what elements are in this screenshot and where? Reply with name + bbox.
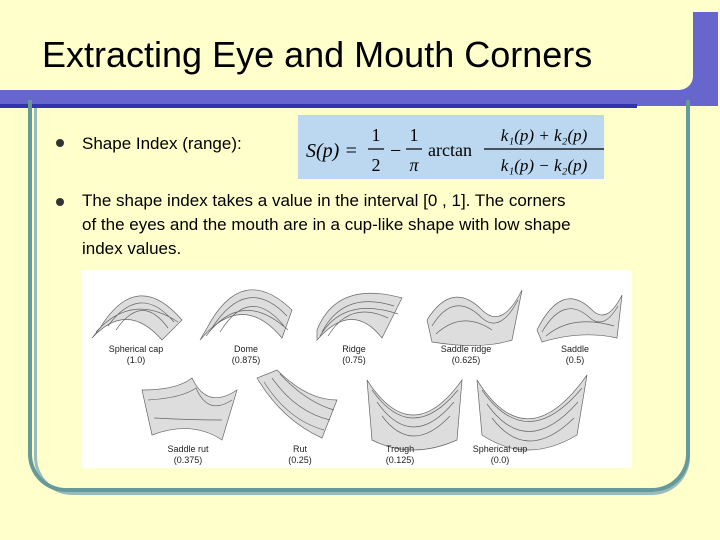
formula-half-den: 2 [371, 155, 381, 175]
surface-illustrations [82, 270, 632, 468]
surface-saddle-ridge [427, 290, 522, 346]
slide-title: Extracting Eye and Mouth Corners [42, 34, 593, 75]
shape-label: Rut (0.25) [288, 444, 312, 465]
surface-trough [367, 380, 462, 450]
shape-label: Dome (0.875) [231, 344, 261, 365]
description-line: index values. [82, 239, 182, 258]
bullet-dot [56, 139, 64, 147]
bullet-shape-index: Shape Index (range): [82, 134, 242, 153]
bullet-dot [56, 198, 64, 206]
surface-saddle [537, 295, 622, 342]
formula-denominator: k₁(p) − k₂(p) [500, 156, 588, 175]
shape-label: Spherical cup (0.0) [472, 444, 528, 465]
shape-label: Ridge (0.75) [342, 344, 366, 365]
shape-label: Trough (0.125) [385, 444, 415, 465]
surface-spherical-cup [477, 375, 587, 450]
formula-pi-den: π [409, 155, 419, 175]
formula-func: arctan [428, 140, 472, 160]
surface-rut [257, 370, 337, 438]
shape-index-figure [82, 270, 632, 468]
shape-index-formula [304, 119, 604, 179]
surface-dome [200, 290, 292, 340]
shape-label: Saddle (0.5) [560, 344, 590, 365]
shape-label: Saddle ridge (0.625) [440, 344, 492, 365]
bullet-description [82, 189, 571, 261]
description-line: The shape index takes a value in the interval [0 , 1]. The corners [82, 191, 566, 210]
formula-numerator: k₁(p) + k₂(p) [500, 126, 588, 145]
surface-spherical-cap [92, 296, 182, 340]
surface-saddle-rut [142, 378, 237, 440]
formula-pi-num: 1 [409, 125, 419, 145]
formula-lhs: S(p) = [306, 140, 358, 162]
surface-ridge [317, 293, 402, 340]
svg-text:−: − [390, 140, 402, 162]
description-line: of the eyes and the mouth are in a cup-like shape with low shape [82, 215, 571, 234]
formula-box [298, 115, 604, 179]
shape-label: Spherical cap (1.0) [108, 344, 164, 365]
formula-half-num: 1 [371, 125, 381, 145]
shape-label: Saddle rut (0.375) [167, 444, 209, 465]
